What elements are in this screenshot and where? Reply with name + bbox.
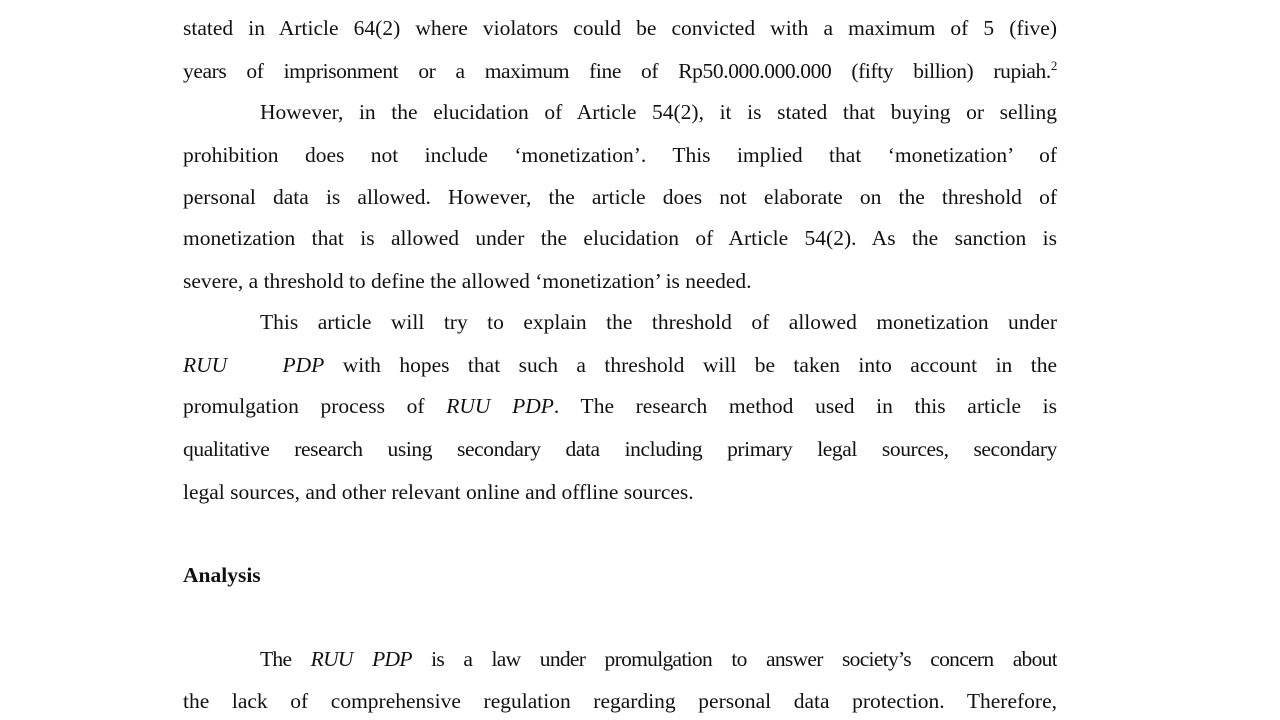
- line-text: The: [260, 647, 311, 671]
- paragraph-line: [183, 184, 1057, 210]
- line-text: is a law under promulgation to answer society’s concern about: [411, 647, 1057, 671]
- paragraph-line: [183, 688, 1057, 714]
- paragraph-line: [183, 436, 1057, 462]
- section-heading: Analysis: [183, 563, 261, 587]
- line-text: legal sources, and other relevant online and offline sources.: [183, 480, 694, 504]
- line-text: This article will try to explain the threshold of allowed monetization under: [260, 310, 1057, 334]
- line-text: qualitative research using secondary data including primary legal sources, secondary: [183, 437, 1057, 461]
- line-text: the lack of comprehensive regulation regarding personal data protection. Therefore,: [183, 689, 1057, 713]
- paragraph-line: [183, 479, 1057, 505]
- document-page: [183, 0, 1057, 720]
- paragraph-line: [183, 142, 1057, 168]
- line-text: years of imprisonment or a maximum fine of Rp50.000.000.000 (fifty billion) rupiah.: [183, 59, 1051, 83]
- paragraph-line: [183, 225, 1057, 251]
- italic-term: RUU PDP: [183, 353, 325, 377]
- line-text: stated in Article 64(2) where violators could be convicted with a maximum of 5 (five): [183, 16, 1057, 40]
- italic-term: RUU PDP: [446, 394, 554, 418]
- paragraph-line: [183, 15, 1057, 41]
- italic-term: RUU PDP: [310, 647, 412, 671]
- line-text: However, in the elucidation of Article 54(2), it is stated that buying or selling: [260, 100, 1057, 124]
- paragraph-line: [183, 393, 1057, 419]
- paragraph-line: [183, 268, 1057, 294]
- line-text: monetization that is allowed under the elucidation of Article 54(2). As the sanction is: [183, 226, 1057, 250]
- line-text: severe, a threshold to define the allowed ‘monetization’ is needed.: [183, 269, 752, 293]
- line-text: with hopes that such a threshold will be taken into account in the: [324, 353, 1057, 377]
- paragraph-line: [183, 352, 1057, 378]
- line-text: personal data is allowed. However, the article does not elaborate on the threshold of: [183, 185, 1057, 209]
- line-text: prohibition does not include ‘monetization’. This implied that ‘monetization’ of: [183, 143, 1057, 167]
- paragraph-line: [260, 646, 1057, 672]
- footnote-marker: 2: [1050, 58, 1057, 73]
- line-text: . The research method used in this article is: [553, 394, 1057, 418]
- paragraph-line: [260, 309, 1057, 335]
- line-text: promulgation process of: [183, 394, 447, 418]
- paragraph-line: [183, 58, 1057, 84]
- paragraph-line: [260, 99, 1057, 125]
